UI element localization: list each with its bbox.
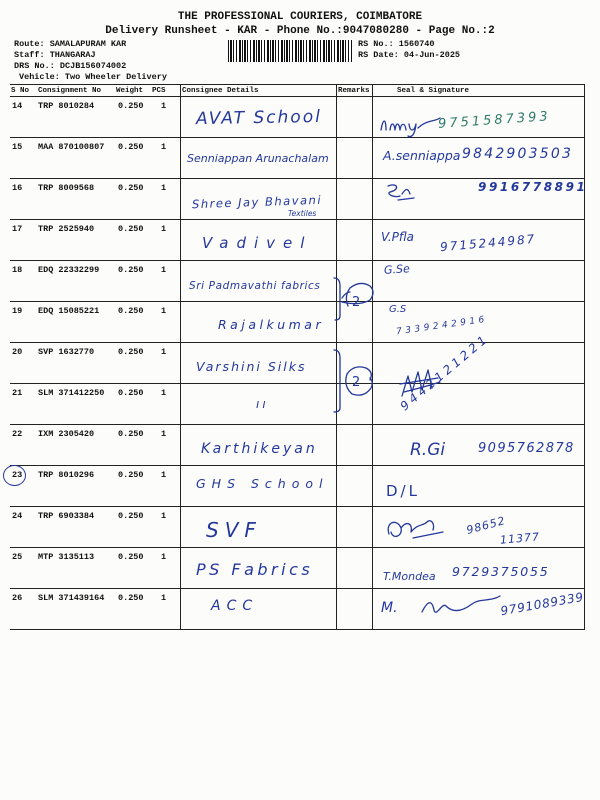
circled-remark: 2 — [352, 295, 361, 310]
handwritten-signature: V.Pfla — [381, 230, 414, 244]
weight-cell: 0.250 — [118, 470, 144, 480]
pcs-cell: 1 — [161, 101, 167, 111]
sno-cell: 23 — [12, 470, 23, 480]
pcs-cell: 1 — [161, 224, 167, 234]
handwritten-phone: 9916778891 — [478, 180, 588, 194]
handwritten-consignee-note: Textiles — [288, 209, 317, 218]
handwritten-consignee: Varshini Silks — [196, 359, 307, 374]
signature-scribble — [378, 112, 442, 140]
pcs-cell: 1 — [161, 142, 167, 152]
route-label: Route: SAMALAPURAM KAR — [14, 39, 127, 49]
column-header-signature: Seal & Signature — [372, 85, 585, 96]
weight-cell: 0.250 — [118, 593, 144, 603]
pcs-cell: 1 — [161, 265, 167, 275]
handwritten-consignee: PS Fabrics — [196, 560, 314, 579]
handwritten-consignee: ACC — [211, 598, 259, 614]
column-header-remarks: Remarks — [336, 85, 372, 96]
handwritten-phone: 98652 — [464, 514, 508, 537]
handwritten-signature: G.Se — [383, 262, 411, 277]
column-header-weight: Weight — [116, 87, 144, 95]
pcs-cell: 1 — [161, 511, 167, 521]
vehicle-label: Vehicle: Two Wheeler Delivery — [19, 72, 167, 82]
handwritten-phone: 9842903503 — [462, 146, 574, 162]
consignment-cell: SVP 1632770 — [38, 347, 95, 357]
sno-cell: 18 — [12, 265, 23, 275]
column-header-sno: S No — [11, 87, 30, 95]
staff-label: Staff: THANGARAJ — [14, 50, 96, 60]
signature-scribble — [383, 514, 445, 546]
pcs-cell: 1 — [161, 470, 167, 480]
handwritten-signature: T.Mondea — [383, 570, 436, 583]
consignment-cell: TRP 8010296 — [38, 470, 95, 480]
pcs-cell: 1 — [161, 306, 167, 316]
sno-cell: 19 — [12, 306, 23, 316]
handwritten-consignee: AVAT School — [195, 106, 323, 130]
remarks-cell — [336, 97, 372, 137]
column-header-consignment: Consignment No — [38, 87, 102, 95]
sno-cell: 16 — [12, 183, 23, 193]
handwritten-phone: 9751587393 — [437, 109, 552, 132]
handwritten-consignee: SVF — [206, 518, 262, 542]
handwritten-phone: 9095762878 — [478, 441, 575, 456]
handwritten-signature: A.senniappa — [383, 148, 461, 163]
sno-cell: 25 — [12, 552, 23, 562]
handwritten-phone: 9715244987 — [439, 231, 537, 255]
pcs-cell: 1 — [161, 593, 167, 603]
remarks-cell — [336, 548, 372, 588]
sno-cell: 20 — [12, 347, 23, 357]
weight-cell: 0.250 — [118, 265, 144, 275]
consignment-cell: MTP 3135113 — [38, 552, 95, 562]
company-title: THE PROFESSIONAL COURIERS, COIMBATORE — [177, 11, 423, 23]
drs-number: DRS No.: DCJB156074002 — [14, 61, 127, 71]
remarks-cell — [336, 425, 372, 465]
handwritten-consignee: Senniappan Arunachalam — [187, 152, 329, 165]
weight-cell: 0.250 — [118, 142, 144, 152]
handwritten-consignee: Shree Jay Bhavani — [191, 192, 323, 212]
consignment-cell: EDQ 15085221 — [38, 306, 100, 316]
weight-cell: 0.250 — [118, 306, 144, 316]
consignment-cell: SLM 371412250 — [38, 388, 105, 398]
sno-cell: 26 — [12, 593, 23, 603]
barcode — [228, 40, 352, 62]
remarks-cell — [336, 589, 372, 629]
remarks-cell — [336, 179, 372, 219]
sno-cell: 24 — [12, 511, 23, 521]
weight-cell: 0.250 — [118, 552, 144, 562]
handwritten-signature: G.S — [389, 304, 407, 315]
weight-cell: 0.250 — [118, 101, 144, 111]
consignment-cell: TRP 6903384 — [38, 511, 95, 521]
sno-cell: 21 — [12, 388, 23, 398]
bracket-marks — [330, 262, 380, 414]
column-header-consignee: Consignee Details — [180, 85, 336, 96]
consignment-cell: IXM 2305420 — [38, 429, 95, 439]
handwritten-consignee: Sri Padmavathi fabrics — [189, 280, 321, 292]
handwritten-consignee: ıı — [256, 397, 269, 411]
sno-cell: 22 — [12, 429, 23, 439]
runsheet-subtitle: Delivery Runsheet - KAR - Phone No.:9047080280 - Page No.:2 — [105, 25, 495, 37]
remarks-cell — [336, 138, 372, 178]
weight-cell: 0.250 — [118, 388, 144, 398]
handwritten-phone: 9729375055 — [452, 564, 550, 579]
handwritten-signature: M. — [381, 600, 398, 616]
remarks-cell — [336, 507, 372, 547]
table-row — [10, 384, 585, 425]
consignment-cell: TRP 2525940 — [38, 224, 95, 234]
rs-number: RS No.: 1560740 — [358, 39, 435, 49]
circle-mark — [3, 465, 26, 486]
pcs-cell: 1 — [161, 552, 167, 562]
handwritten-phone: 9791089339 — [499, 589, 585, 619]
pcs-cell: 1 — [161, 388, 167, 398]
sno-cell: 15 — [12, 142, 23, 152]
weight-cell: 0.250 — [118, 224, 144, 234]
handwritten-consignee: Vadivel — [202, 234, 313, 252]
weight-cell: 0.250 — [118, 347, 144, 357]
handwritten-consignee: GHS School — [196, 476, 329, 491]
handwritten-consignee: Karthikeyan — [201, 441, 318, 457]
rs-date: RS Date: 04-Jun-2025 — [358, 50, 461, 60]
circled-remark: 2 — [352, 375, 361, 390]
pcs-cell: 1 — [161, 429, 167, 439]
column-header-pcs: PCS — [152, 87, 166, 95]
consignment-cell: TRP 8010284 — [38, 101, 95, 111]
sno-cell: 14 — [12, 101, 23, 111]
pcs-cell: 1 — [161, 347, 167, 357]
handwritten-phone: 11377 — [499, 530, 541, 547]
consignment-cell: EDQ 22332299 — [38, 265, 100, 275]
weight-cell: 0.250 — [118, 429, 144, 439]
signature-scribble — [420, 592, 502, 622]
pcs-cell: 1 — [161, 183, 167, 193]
handwritten-consignee: Rajalkumar — [218, 317, 325, 332]
weight-cell: 0.250 — [118, 511, 144, 521]
runsheet-table — [10, 84, 585, 630]
remarks-cell — [336, 466, 372, 506]
consignment-cell: TRP 8009568 — [38, 183, 95, 193]
signature-scribble — [384, 180, 424, 204]
table-header — [10, 84, 585, 97]
handwritten-phone: 7339242916 — [395, 314, 489, 338]
sno-cell: 17 — [12, 224, 23, 234]
weight-cell: 0.250 — [118, 183, 144, 193]
remarks-cell — [336, 220, 372, 260]
consignment-cell: MAA 870100807 — [38, 142, 105, 152]
handwritten-signature: D/L — [386, 482, 420, 500]
handwritten-phone: 9442121221 — [397, 331, 492, 414]
handwritten-signature: R.Gi — [410, 440, 446, 460]
consignment-cell: SLM 371439164 — [38, 593, 105, 603]
